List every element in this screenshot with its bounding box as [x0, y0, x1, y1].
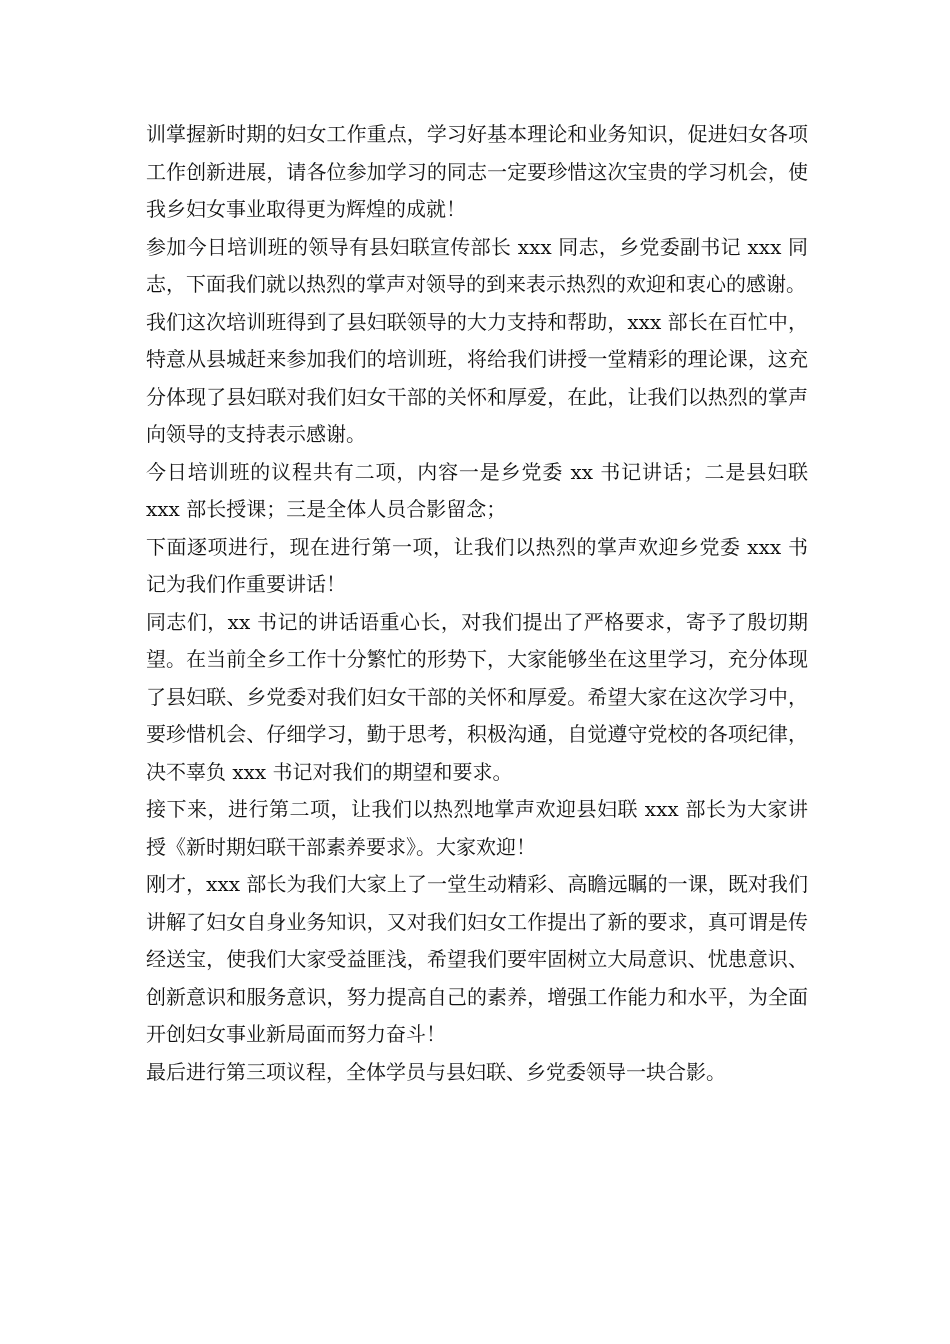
paragraph-2: 参加今日培训班的领导有县妇联宣传部长 xxx 同志，乡党委副书记 xxx 同志，下面我们就以热烈的掌声对领导的到来表示热烈的欢迎和衷心的感谢。 [146, 234, 808, 296]
paragraph-4: 今日培训班的议程共有二项，内容一是乡党委 xx 书记讲话；二是县妇联 xxx 部长授课；三是全体人员合影留念； [146, 459, 808, 521]
document-body [146, 116, 808, 1091]
paragraph-3: 我们这次培训班得到了县妇联领导的大力支持和帮助，xxx 部长在百忙中，特意从县城赶来参加我们的培训班，将给我们讲授一堂精彩的理论课，这充分体现了县妇联对我们妇女干部的关怀和厚爱，在此，让我们以热烈的掌声向领导的支持表示感谢。 [146, 309, 808, 446]
paragraph-5: 下面逐项进行，现在进行第一项，让我们以热烈的掌声欢迎乡党委 xxx 书记为我们作重要讲话！ [146, 534, 808, 596]
paragraph-6: 同志们，xx 书记的讲话语重心长，对我们提出了严格要求，寄予了殷切期望。在当前全乡工作十分繁忙的形势下，大家能够坐在这里学习，充分体现了县妇联、乡党委对我们妇女干部的关怀和厚爱。希望大家在这次学习中，要珍惜机会、仔细学习，勤于思考，积极沟通，自觉遵守党校的各项纪律，决不辜负 xxx 书记对我们的期望和要求。 [146, 609, 808, 784]
paragraph-1: 训掌握新时期的妇女工作重点，学习好基本理论和业务知识，促进妇女各项工作创新进展，请各位参加学习的同志一定要珍惜这次宝贵的学习机会，使我乡妇女事业取得更为辉煌的成就！ [146, 122, 808, 221]
paragraph-9: 最后进行第三项议程，全体学员与县妇联、乡党委领导一块合影。 [146, 1059, 726, 1084]
paragraph-7: 接下来，进行第二项，让我们以热烈地掌声欢迎县妇联 xxx 部长为大家讲授《新时期妇联干部素养要求》。大家欢迎！ [146, 797, 808, 859]
paragraph-8: 刚才，xxx 部长为我们大家上了一堂生动精彩、高瞻远瞩的一课，既对我们讲解了妇女自身业务知识，又对我们妇女工作提出了新的要求，真可谓是传经送宝，使我们大家受益匪浅，希望我们要牢固树立大局意识、忧患意识、创新意识和服务意识，努力提高自己的素养，增强工作能力和水平，为全面开创妇女事业新局面而努力奋斗！ [146, 872, 808, 1046]
